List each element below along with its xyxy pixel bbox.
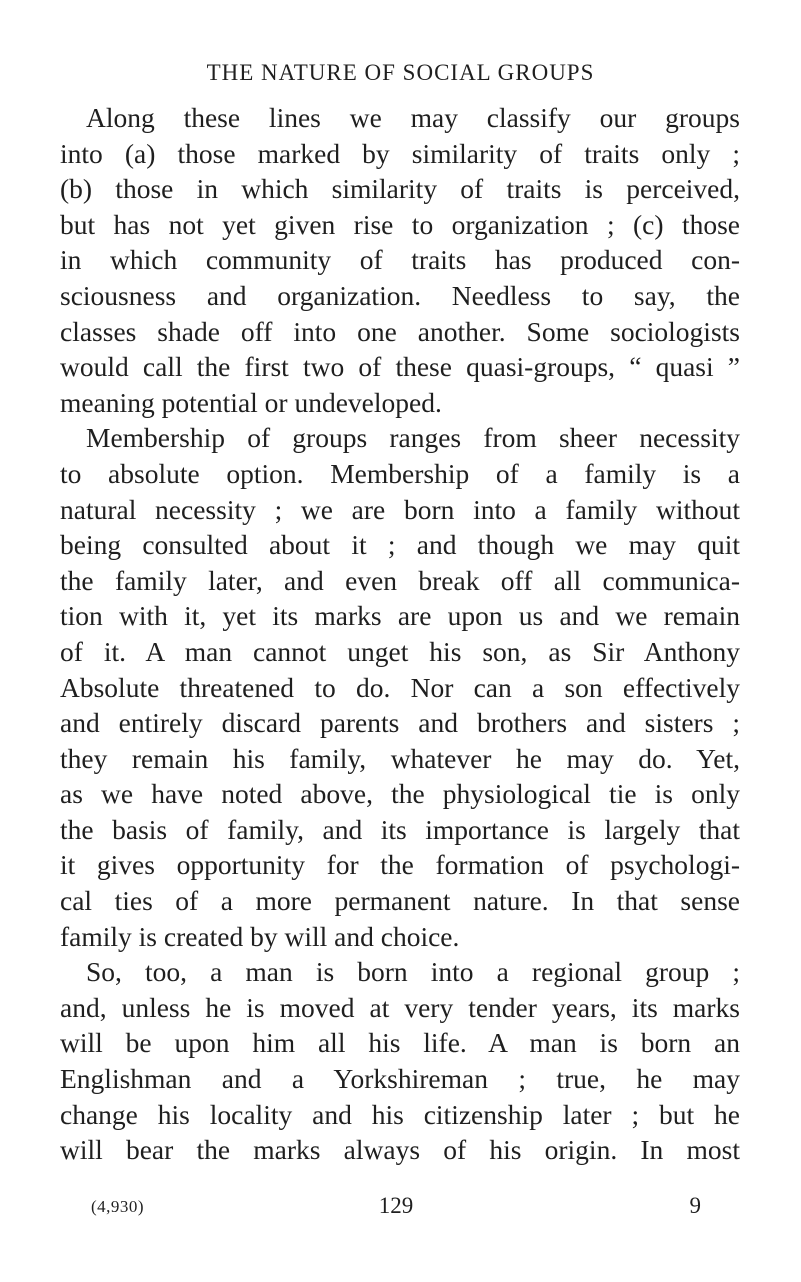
- text-line: to absolute option. Membership of a family is a: [60, 457, 740, 489]
- text-line: will be upon him all his life. A man is born an: [60, 1027, 740, 1059]
- sheet-number: 9: [689, 1193, 701, 1218]
- body-text: [60, 100, 740, 1168]
- text-line: as we have noted above, the physiological tie is only: [60, 778, 740, 810]
- text-line: family is created by will and choice.: [60, 920, 460, 952]
- text-line: but has not yet given rise to organization ; (c) those: [60, 208, 740, 240]
- text-line: Membership of groups ranges from sheer necessity: [86, 422, 740, 454]
- text-line: in which community of traits has produced con-: [60, 244, 740, 276]
- text-line: into (a) those marked by similarity of traits only ;: [60, 137, 740, 169]
- text-line: meaning potential or undeveloped.: [60, 386, 442, 418]
- text-line: cal ties of a more permanent nature. In that sense: [60, 885, 740, 917]
- text-line: and, unless he is moved at very tender years, its marks: [60, 991, 740, 1023]
- text-line: being consulted about it ; and though we may quit: [60, 529, 740, 561]
- page-number: 129: [378, 1193, 414, 1218]
- text-line: Along these lines we may classify our groups: [86, 102, 740, 133]
- text-line: the basis of family, and its importance is largely that: [60, 813, 740, 845]
- text-line: (b) those in which similarity of traits is perceived,: [60, 173, 740, 205]
- text-line: change his locality and his citizenship later ; but he: [60, 1098, 740, 1130]
- running-header: THE NATURE OF SOCIAL GROUPS: [206, 60, 595, 85]
- printer-signature: (4,930): [91, 1197, 145, 1216]
- text-line: they remain his family, whatever he may do. Yet,: [60, 742, 740, 774]
- text-line: would call the first two of these quasi-groups, “ quasi ”: [60, 351, 740, 383]
- text-line: the family later, and even break off all communica-: [60, 564, 740, 596]
- text-line: sciousness and organization. Needless to say, the: [60, 279, 740, 311]
- text-line: So, too, a man is born into a regional group ;: [86, 956, 740, 988]
- page-footer: [91, 1193, 701, 1223]
- text-line: and entirely discard parents and brothers and sisters ;: [60, 707, 740, 739]
- text-line: natural necessity ; we are born into a family without: [60, 493, 740, 525]
- text-line: will bear the marks always of his origin. In most: [60, 1134, 740, 1166]
- text-line: Englishman and a Yorkshireman ; true, he may: [60, 1063, 740, 1095]
- text-line: it gives opportunity for the formation of psychologi-: [60, 849, 740, 881]
- text-line: classes shade off into one another. Some sociologists: [60, 315, 740, 347]
- text-line: Absolute threatened to do. Nor can a son effectively: [60, 671, 740, 703]
- text-line: of it. A man cannot unget his son, as Sir Anthony: [60, 635, 740, 667]
- text-line: tion with it, yet its marks are upon us and we remain: [60, 600, 740, 632]
